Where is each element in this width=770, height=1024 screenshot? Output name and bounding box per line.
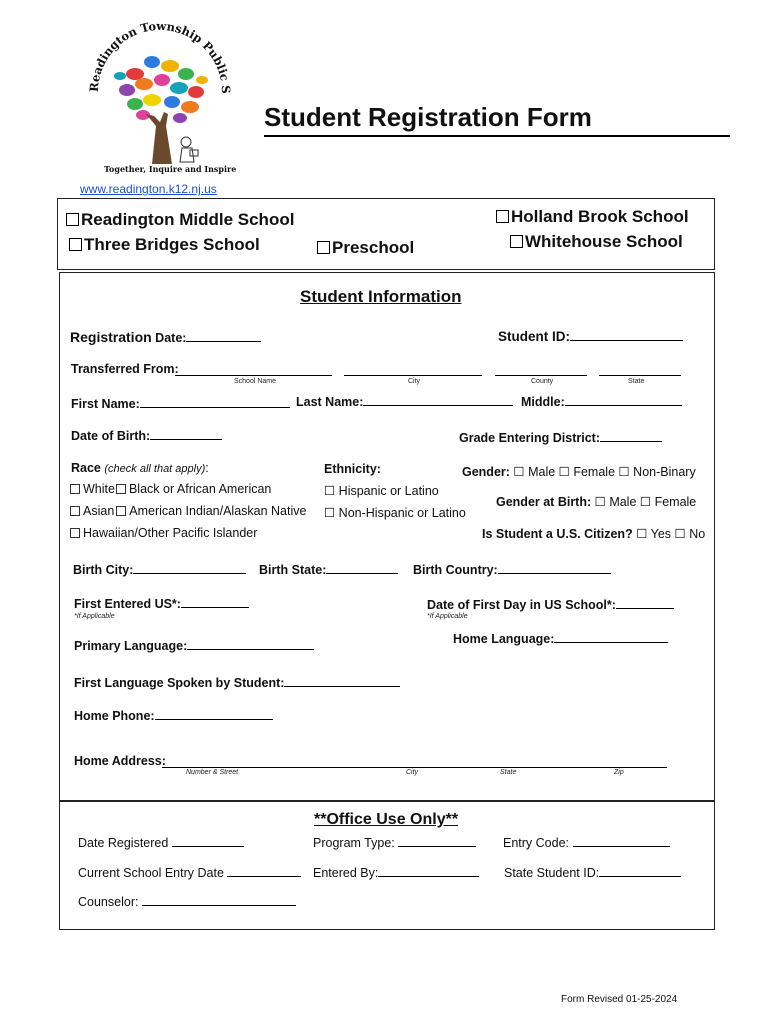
race-option-hawaiian [70, 526, 257, 540]
home-address-label: Home Address: [74, 754, 166, 768]
checkbox[interactable] [510, 235, 523, 248]
sublabel-address-state: State [500, 769, 517, 776]
date-of-birth-field[interactable] [71, 428, 222, 443]
checkbox-hawaiian[interactable] [70, 528, 80, 538]
district-logo [80, 14, 240, 179]
option-label: American Indian/Alaskan Native [129, 504, 307, 518]
state-student-id-field[interactable] [504, 865, 681, 880]
school-option-preschool[interactable] [317, 238, 414, 258]
race-title: Race [71, 461, 101, 475]
entered-by-field[interactable] [313, 865, 479, 880]
field-label: Birth State: [259, 563, 327, 577]
sublabel-address-city: City [406, 769, 419, 776]
citizen-options[interactable]: ☐ Yes ☐ No [636, 527, 706, 541]
school-label: Whitehouse School [525, 232, 683, 251]
ethnicity-option-hispanic[interactable]: ☐ Hispanic or Latino [324, 484, 439, 498]
field-label: Current School Entry Date [78, 866, 224, 880]
gender-at-birth-field[interactable] [496, 494, 696, 509]
home-phone-field[interactable] [74, 708, 273, 723]
grade-entering-field[interactable] [459, 430, 662, 445]
school-label: Holland Brook School [511, 207, 689, 226]
transferred-city-line[interactable] [344, 375, 482, 376]
gender-field[interactable] [462, 464, 696, 479]
field-label: Date Registered [78, 836, 169, 850]
checkbox-native[interactable] [116, 506, 126, 516]
transferred-county-line[interactable] [495, 375, 587, 376]
school-label: Preschool [332, 238, 415, 257]
counselor-field[interactable] [78, 894, 296, 909]
birth-country-field[interactable] [413, 562, 611, 577]
first-entered-us-field[interactable] [74, 596, 249, 611]
option-label: Black or African American [128, 482, 272, 496]
field-label: Registration [70, 329, 152, 345]
race-option-asian-native [70, 504, 306, 518]
field-label: First Language Spoken by Student: [74, 676, 285, 690]
school-label: Readington Middle School [81, 210, 295, 229]
field-label: Home Language: [453, 632, 555, 646]
field-label: Program Type: [313, 836, 395, 850]
checkbox[interactable] [69, 238, 82, 251]
school-option-holland-brook[interactable] [496, 207, 689, 227]
program-type-field[interactable] [313, 835, 476, 850]
primary-language-field[interactable] [74, 638, 314, 653]
ethnicity-option-non-hispanic[interactable]: ☐ Non-Hispanic or Latino [324, 506, 466, 520]
tree-of-hands-icon [80, 14, 240, 164]
field-label: Student ID: [498, 329, 570, 344]
field-label: Is Student a U.S. Citizen? [482, 527, 633, 541]
section-heading-student-information: Student Information [300, 287, 462, 306]
sublabel-school-name: School Name [234, 378, 277, 385]
field-label: First Entered US*: [74, 597, 181, 611]
if-applicable-note: *If Applicable [74, 613, 115, 620]
school-option-whitehouse[interactable] [510, 232, 683, 252]
field-label: Birth City: [73, 563, 134, 577]
race-label [71, 461, 209, 475]
option-label: Asian [83, 504, 115, 518]
school-label: Three Bridges School [84, 235, 260, 254]
first-language-field[interactable] [74, 675, 400, 690]
sublabel-county: County [531, 378, 554, 385]
field-label: Counselor: [78, 895, 139, 909]
checkbox[interactable] [66, 213, 79, 226]
first-name-field[interactable] [71, 396, 290, 411]
checkbox-black[interactable] [116, 484, 126, 494]
page-title: Student Registration Form [264, 102, 592, 132]
home-language-field[interactable] [453, 631, 668, 646]
field-label: Middle: [521, 395, 565, 409]
race-option-white-black [70, 482, 271, 496]
last-name-field[interactable] [296, 394, 513, 409]
race-colon: : [205, 461, 209, 475]
ethnicity-label: Ethnicity: [324, 462, 381, 476]
checkbox[interactable] [317, 241, 330, 254]
if-applicable-note-2: *If Applicable [427, 613, 468, 620]
sublabel-state: State [628, 378, 645, 385]
birth-city-field[interactable] [73, 562, 246, 577]
transferred-from-label: Transferred From: [71, 362, 179, 376]
checkbox-asian[interactable] [70, 506, 80, 516]
form-revision-date: Form Revised 01-25-2024 [561, 994, 678, 1005]
student-id-field[interactable] [498, 329, 683, 344]
field-label: Date of Birth: [71, 429, 151, 443]
title-underline [264, 135, 730, 137]
sublabel-street: Number & Street [186, 769, 239, 776]
field-label: Grade Entering District: [459, 431, 600, 445]
field-label: State Student ID: [504, 866, 600, 880]
sublabel-zip: Zip [614, 769, 624, 776]
section-heading-office-use: **Office Use Only** [314, 811, 459, 828]
transferred-state-line[interactable] [599, 375, 681, 376]
field-label: Entry Code: [503, 836, 570, 850]
website-link[interactable]: www.readington.k12.nj.us [80, 182, 217, 196]
logo-arc-text: Readington Township Public S [86, 18, 234, 94]
field-label: Birth Country: [413, 563, 498, 577]
checkbox[interactable] [496, 210, 509, 223]
school-option-readington-middle[interactable] [66, 210, 294, 230]
field-label: First Name: [71, 397, 140, 411]
first-day-us-school-field[interactable] [427, 597, 674, 612]
race-note: (check all that apply) [104, 463, 206, 475]
option-label: White [83, 482, 115, 496]
field-label: Date: [155, 331, 187, 345]
gender-birth-options[interactable]: ☐ Male ☐ Female [594, 495, 697, 509]
checkbox-white[interactable] [70, 484, 80, 494]
registration-date-field[interactable] [70, 329, 261, 345]
current-school-entry-date-field[interactable] [78, 865, 301, 880]
citizen-field[interactable] [482, 526, 705, 541]
sublabel-city: City [408, 378, 421, 385]
home-address-line[interactable] [162, 767, 667, 768]
option-label: Hawaiian/Other Pacific Islander [83, 526, 258, 540]
field-label: Gender: [462, 465, 510, 479]
school-option-three-bridges[interactable] [69, 235, 260, 255]
field-label: Date of First Day in US School*: [427, 598, 616, 612]
field-label: Entered By: [313, 866, 379, 880]
birth-state-field[interactable] [259, 562, 398, 577]
field-label: Gender at Birth: [496, 495, 592, 509]
middle-name-field[interactable] [521, 394, 682, 409]
field-label: Primary Language: [74, 639, 188, 653]
transferred-school-line[interactable] [175, 375, 332, 376]
gender-options[interactable]: ☐ Male ☐ Female ☐ Non-Binary [513, 465, 696, 479]
field-label: Last Name: [296, 395, 364, 409]
entry-code-field[interactable] [503, 835, 670, 850]
field-label: Home Phone: [74, 709, 155, 723]
logo-tagline: Together, Inquire and Inspire [104, 164, 237, 174]
date-registered-field[interactable] [78, 835, 244, 850]
